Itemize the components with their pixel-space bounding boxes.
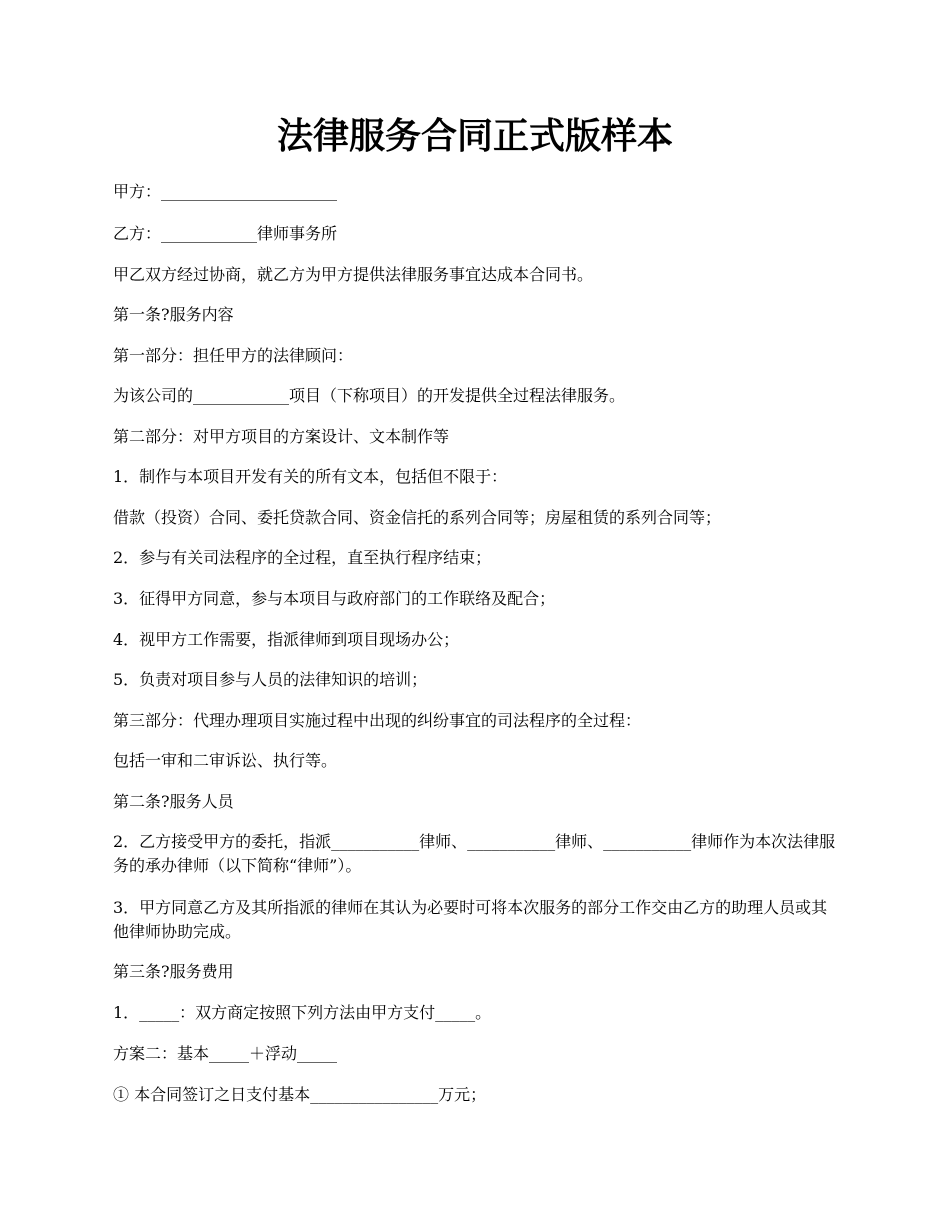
part-1-body: 为该公司的____________项目（下称项目）的开发提供全过程法律服务。 [113,386,626,405]
fee-plan-2-item-1: ① 本合同签订之日支付基本________________万元； [113,1085,487,1104]
fee-plan-2: 方案二：基本_____＋浮动_____ [113,1044,338,1063]
fee-clause-1: 1．_____：双方商定按照下列方法由甲方支付_____。 [113,1003,492,1022]
article-3-heading: 第三条?服务费用 [113,962,234,981]
article-2-clause-3: 3．甲方同意乙方及其所指派的律师在其认为必要时可将本次服务的部分工作交由乙方的助理人员或其他律师协助完成。 [113,898,828,941]
article-1-heading: 第一条?服务内容 [113,305,234,324]
article-2-heading: 第二条?服务人员 [113,792,234,811]
list-item-4: 4．视甲方工作需要，指派律师到项目现场办公； [113,630,460,649]
list-item-1-detail: 借款（投资）合同、委托贷款合同、资金信托的系列合同等；房屋租赁的系列合同等； [113,508,722,527]
list-item-3: 3．征得甲方同意，参与本项目与政府部门的工作联络及配合； [113,589,556,608]
part-2-heading: 第二部分：对甲方项目的方案设计、文本制作等 [113,427,450,446]
part-3-heading: 第三部分：代理办理项目实施过程中出现的纠纷事宜的司法程序的全过程： [113,711,642,730]
list-item-2: 2．参与有关司法程序的全过程，直至执行程序结束； [113,548,492,567]
list-item-1: 1．制作与本项目开发有关的所有文本，包括但不限于： [113,467,508,486]
party-b-line: 乙方：____________律师事务所 [113,224,338,243]
preamble-paragraph: 甲乙双方经过协商，就乙方为甲方提供法律服务事宜达成本合同书。 [113,265,594,284]
document-title: 法律服务合同正式版样本 [276,115,673,157]
list-item-5: 5．负责对项目参与人员的法律知识的培训； [113,670,428,689]
part-3-body: 包括一审和二审诉讼、执行等。 [113,751,338,770]
party-a-line: 甲方：______________________ [113,182,338,201]
article-2-clause-2: 2．乙方接受甲方的委托，指派___________律师、___________律师、___________律师作为本次法律服务的承办律师（以下简称“律师”）。 [113,832,836,875]
part-1-heading: 第一部分：担任甲方的法律顾问： [113,346,354,365]
